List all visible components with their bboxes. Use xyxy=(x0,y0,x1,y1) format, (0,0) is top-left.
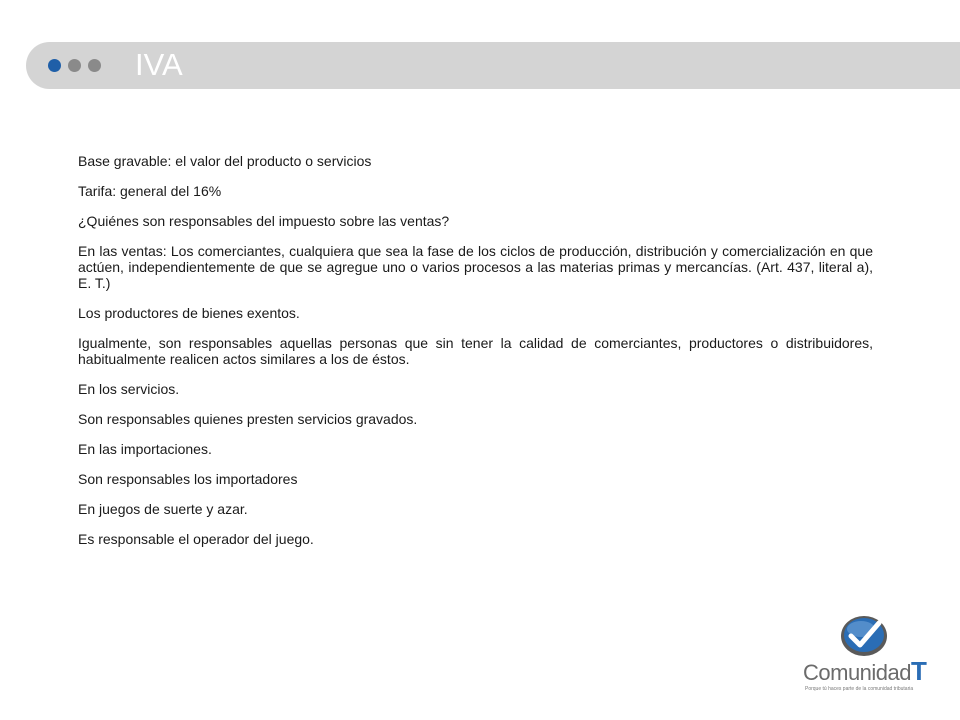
logo-name-prefix: Comunidad xyxy=(803,660,912,685)
paragraph-igualmente: Igualmente, son responsables aquellas personas que sin tener la calidad de comerciantes, productores o distribuidores, habitualmente realicen actos similares a los de éstos. xyxy=(78,335,873,367)
paragraph-productores: Los productores de bienes exentos. xyxy=(78,305,300,321)
checkmark-badge-icon xyxy=(839,614,889,658)
dot-icon xyxy=(68,59,81,72)
dot-icon xyxy=(88,59,101,72)
paragraph-servicios: Son responsables quienes presten servicios gravados. xyxy=(78,411,418,427)
paragraph-responsables-question: ¿Quiénes son responsables del impuesto sobre las ventas? xyxy=(78,213,450,229)
paragraph-servicios-heading: En los servicios. xyxy=(78,381,180,397)
title-bar xyxy=(26,42,960,89)
paragraph-importaciones-heading: En las importaciones. xyxy=(78,441,212,457)
slide-content xyxy=(78,153,873,561)
logo-wordmark xyxy=(803,658,926,686)
slide-title: IVA xyxy=(135,47,183,82)
logo-name-suffix: T xyxy=(911,656,927,686)
logo-tagline: Porque tú haces parte de la comunidad tributaria xyxy=(805,686,914,692)
dot-icon xyxy=(48,59,61,72)
paragraph-importaciones: Son responsables los importadores xyxy=(78,471,298,487)
paragraph-ventas: En las ventas: Los comerciantes, cualquiera que sea la fase de los ciclos de producción, distribución y comercialización en que actúen, independientemente de que se agregue uno o varios procesos a las materias primas y mercancías. (Art. 437, literal a), E. T.) xyxy=(78,243,873,291)
paragraph-juegos-heading: En juegos de suerte y azar. xyxy=(78,501,248,517)
comunidadt-logo xyxy=(803,614,939,696)
paragraph-juegos: Es responsable el operador del juego. xyxy=(78,531,314,547)
paragraph-tarifa: Tarifa: general del 16% xyxy=(78,183,222,199)
paragraph-base-gravable: Base gravable: el valor del producto o servicios xyxy=(78,153,372,169)
